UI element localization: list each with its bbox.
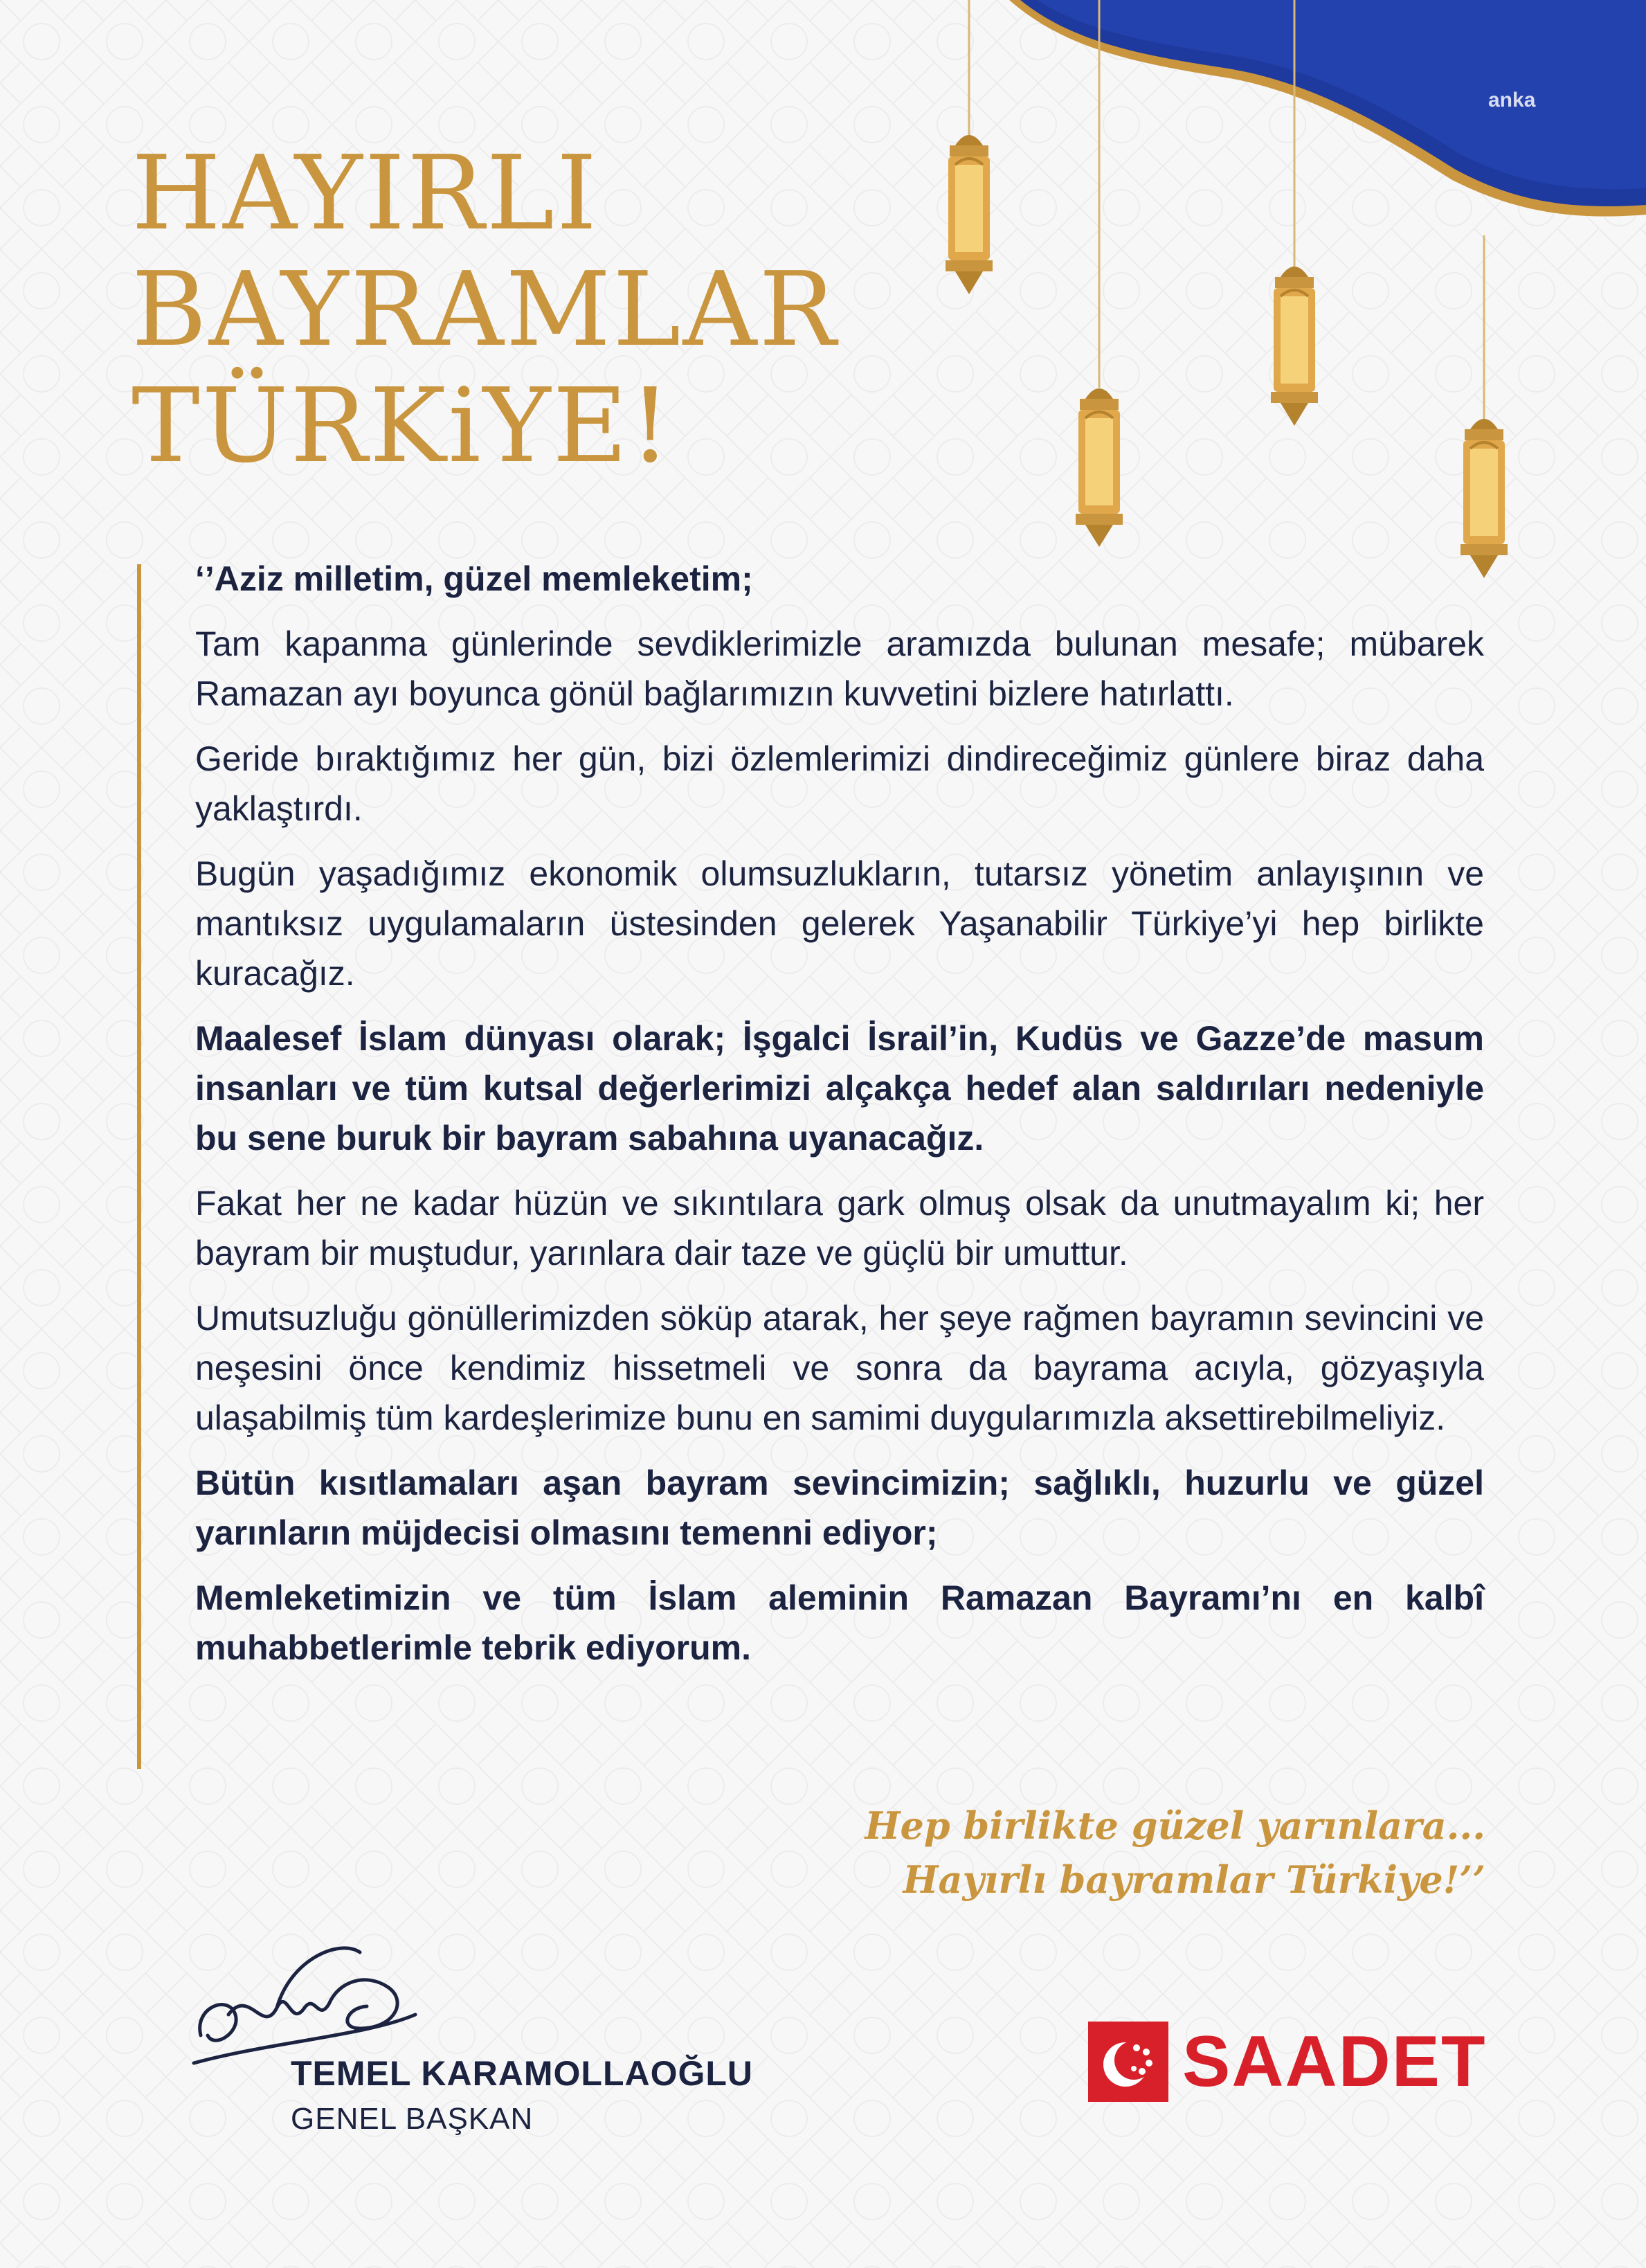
crescent-star-icon xyxy=(1088,2022,1168,2102)
lantern-icon xyxy=(1442,0,1526,588)
paragraph-5: Maalesef İslam dünyası olarak; İşgalci İsrail’in, Kudüs ve Gazze’de masum insanları ve tüm kutsal değerlerimizi alçakça hedef alan saldırıları nedeniyle bu sene buruk bir bayram sabahına uyanacağız. xyxy=(195,1019,1484,1158)
paragraph-7: Umutsuzluğu gönüllerimizden söküp atarak, her şeye rağmen bayramın sevincini ve neşesini önce kendimiz hissetmeli ve sonra da bayrama acıyla, gözyaşıyla ulaşabilmiş tüm kardeşlerimize bunu en samimi duygularımızla aksettirebilmeliyiz. xyxy=(195,1299,1484,1437)
agency-watermark: anka xyxy=(1488,89,1536,111)
message-body xyxy=(195,554,1484,1688)
gold-divider-line xyxy=(137,564,141,1769)
paragraph-3: Geride bıraktığımız her gün, bizi özlemlerimizi dindireceğimiz günlere biraz daha yaklaştırdı. xyxy=(195,739,1484,828)
greeting-paragraph: ‘’Aziz milletim, güzel memleketim; xyxy=(195,559,753,598)
title-line-2: BAYRAMLAR xyxy=(132,250,838,369)
signatory-title: GENEL BAŞKAN xyxy=(291,2102,534,2136)
page-title xyxy=(132,135,838,484)
title-line-3: TÜRKiYE! xyxy=(132,366,673,485)
party-logo-text: SAADET xyxy=(1182,2022,1487,2102)
closing-line-2: Hayırlı bayramlar Türkiye!’’ xyxy=(903,1857,1485,1902)
lantern-icon xyxy=(1058,0,1141,554)
lantern-icon xyxy=(1253,0,1336,436)
paragraph-8: Bütün kısıtlamaları aşan bayram sevincimizin; sağlıklı, huzurlu ve güzel yarınların müjdecisi olmasını temenni ediyor; xyxy=(195,1464,1484,1552)
party-logo xyxy=(1088,2022,1487,2102)
signatory-name: TEMEL KARAMOLLAOĞLU xyxy=(291,2054,754,2093)
paragraph-9: Memleketimizin ve tüm İslam aleminin Ramazan Bayramı’nı en kalbî muhabbetlerimle tebrik ediyorum. xyxy=(195,1578,1484,1667)
paragraph-4: Bugün yaşadığımız ekonomik olumsuzlukların, tutarsız yönetim anlayışının ve mantıksız uygulamaların üstesinden gelerek Yaşanabilir Türkiye’yi hep birlikte kuracağız. xyxy=(195,854,1484,993)
paragraph-6: Fakat her ne kadar hüzün ve sıkıntılara gark olmuş olsak da unutmayalım ki; her bayram bir muştudur, yarınlara dair taze ve güçlü bir umuttur. xyxy=(195,1184,1484,1272)
lantern-icon xyxy=(928,0,1011,305)
title-line-1: HAYIRLI xyxy=(132,134,599,253)
paragraph-2: Tam kapanma günlerinde sevdiklerimizle aramızda bulunan mesafe; mübarek Ramazan ayı boyunca gönül bağlarımızın kuvvetini bizlere hatırlattı. xyxy=(195,624,1484,713)
closing-line-1: Hep birlikte güzel yarınlara... xyxy=(865,1803,1485,1848)
closing-slogan xyxy=(865,1799,1485,1907)
